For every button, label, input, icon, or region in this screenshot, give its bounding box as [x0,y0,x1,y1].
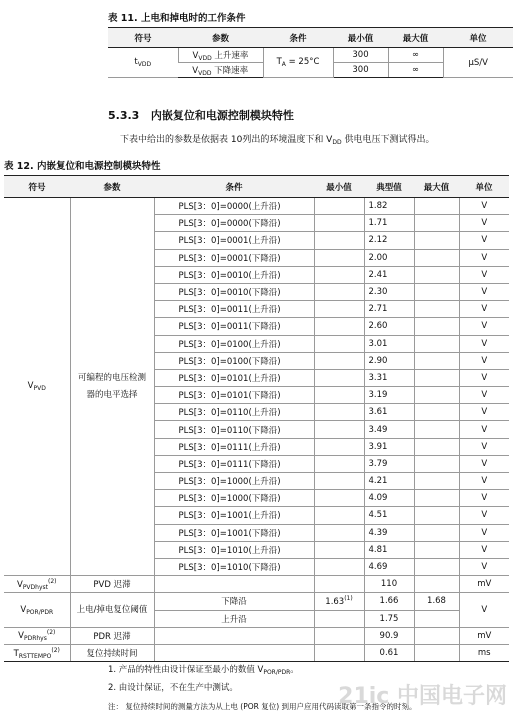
cond-cell: PLS[3：0]=0101(上升沿) [154,369,314,386]
cond-cell: PLS[3：0]=0100(上升沿) [154,335,314,352]
cond-cell: PLS[3：0]=1001(下降沿) [154,524,314,541]
col-min: 最小值 [333,28,388,48]
max-cell [414,576,459,593]
param-cell: 复位持续时间 [70,644,154,661]
min-cell: 300 [333,63,388,78]
typ-cell: 3.49 [364,421,414,438]
typ-cell: 0.61 [364,644,414,661]
max-cell [414,249,459,266]
table-11-header [108,28,513,48]
cond-cell: PLS[3：0]=0101(下降沿) [154,387,314,404]
unit-cell: V [459,558,509,575]
typ-cell: 2.60 [364,318,414,335]
unit-cell: V [459,369,509,386]
min-cell [314,198,364,215]
min-cell [314,266,364,283]
param-cell: $V_{VDD}$ 下降速率 [178,63,263,78]
cond-cell: PLS[3：0]=1010(下降沿) [154,558,314,575]
max-cell [414,387,459,404]
col-min: 最小值 [314,176,364,198]
section-title: 内嵌复位和电源控制模块特性 [150,109,294,122]
typ-cell: 1.66 [364,593,414,610]
max-cell [414,215,459,232]
col-unit: 单位 [443,28,513,48]
min-cell [314,438,364,455]
unit-cell: mV [459,576,509,593]
max-cell [414,627,459,644]
table-row [4,644,509,661]
max-cell: 1.68 [414,593,459,610]
col-max: 最大值 [414,176,459,198]
param-cell: $V_{VDD}$ 上升速率 [178,48,263,63]
symbol-cell: $V_{POR/PDR}$ [4,593,70,627]
cond-cell: PLS[3：0]=0001(下降沿) [154,249,314,266]
unit-cell: V [459,507,509,524]
cond-cell [154,644,314,661]
table-12-caption: 表 12. 内嵌复位和电源控制模块特性 [4,161,161,172]
col-param: 参数 [178,28,263,48]
symbol-cell: $V_{PDRhys}^{(2)}$ [4,627,70,644]
min-cell [314,352,364,369]
unit-cell: mV [459,627,509,644]
min-cell [314,507,364,524]
table-11 [108,27,513,78]
max-cell [414,558,459,575]
cond-cell: PLS[3：0]=0011(下降沿) [154,318,314,335]
cond-cell [154,576,314,593]
min-cell [314,627,364,644]
unit-cell: V [459,198,509,215]
max-cell [414,283,459,300]
typ-cell: 3.61 [364,404,414,421]
table-11-caption: 表 11. 上电和掉电时的工作条件 [108,13,246,24]
param-cell: 可编程的电压检测器的电平选择 [70,198,154,576]
param-cell: 上电/掉电复位阈值 [70,593,154,627]
min-cell [314,369,364,386]
min-cell: 300 [333,48,388,63]
typ-cell: 2.12 [364,232,414,249]
max-cell [414,421,459,438]
max-cell [414,404,459,421]
col-symbol: 符号 [4,176,70,198]
min-cell [314,421,364,438]
section-paragraph: 下表中给出的参数是依据表 10列出的环境温度下和 $V_{DD}$ 供电电压下测试得出。 [120,135,435,146]
unit-cell: V [459,490,509,507]
cond-cell: PLS[3：0]=0111(下降沿) [154,455,314,472]
unit-cell: V [459,421,509,438]
max-cell [414,369,459,386]
unit-cell: V [459,404,509,421]
unit-cell: V [459,387,509,404]
max-cell [414,318,459,335]
cond-cell: PLS[3：0]=0100(下降沿) [154,352,314,369]
typ-cell: 2.00 [364,249,414,266]
cond-cell: PLS[3：0]=0010(下降沿) [154,283,314,300]
unit-cell: V [459,524,509,541]
cond-cell: PLS[3：0]=0000(上升沿) [154,198,314,215]
min-cell [314,249,364,266]
table-12 [4,175,509,662]
typ-cell: 3.79 [364,455,414,472]
min-cell [314,215,364,232]
min-cell [314,524,364,541]
min-cell [314,404,364,421]
table-12-header [4,176,509,198]
max-cell [414,301,459,318]
symbol-cell: $T_{RSTTEMPO}^{(2)}$ [4,644,70,661]
cond-cell: PLS[3：0]=0110(上升沿) [154,404,314,421]
table-row [4,593,509,610]
typ-cell: 2.90 [364,352,414,369]
unit-cell: V [459,541,509,558]
unit-cell: V [459,249,509,266]
min-cell [314,301,364,318]
typ-cell: 1.82 [364,198,414,215]
cond-cell: PLS[3：0]=1000(上升沿) [154,473,314,490]
min-cell [314,576,364,593]
min-cell [314,541,364,558]
typ-cell: 4.69 [364,558,414,575]
unit-cell: V [459,352,509,369]
max-cell [414,490,459,507]
param-cell: PDR 迟滞 [70,627,154,644]
max-cell [414,610,459,627]
typ-cell: 4.51 [364,507,414,524]
cond-cell: PLS[3：0]=1001(上升沿) [154,507,314,524]
min-cell [314,644,364,661]
cond-cell [154,627,314,644]
symbol-cell: $V_{PVDhyst}^{(2)}$ [4,576,70,593]
cond-cell: $T_A = 25^\circ C$ [263,48,333,78]
min-cell [314,318,364,335]
cond-cell: PLS[3：0]=0010(上升沿) [154,266,314,283]
typ-cell: 4.09 [364,490,414,507]
unit-cell: V [459,301,509,318]
min-cell [314,610,364,627]
max-cell [414,335,459,352]
note-2: 2. 由设计保证，不在生产中测试。 [108,683,238,693]
section-number: 5.3.3 [108,109,140,122]
cond-cell: PLS[3：0]=0001(上升沿) [154,232,314,249]
param-cell: PVD 迟滞 [70,576,154,593]
cond-cell: 下降沿 [154,593,314,610]
unit-cell: V [459,438,509,455]
symbol-cell: $t_{VDD}$ [108,48,178,78]
table-row [4,627,509,644]
min-cell [314,387,364,404]
min-cell: 1.63$^{(1)}$ [314,593,364,610]
max-cell [414,438,459,455]
max-cell [414,473,459,490]
max-cell [414,198,459,215]
cond-cell: PLS[3：0]=0000(下降沿) [154,215,314,232]
max-cell [414,266,459,283]
col-unit: 单位 [459,176,509,198]
typ-cell: 4.39 [364,524,414,541]
watermark-logo: 21ic 中国电子网 [338,684,507,709]
typ-cell: 1.71 [364,215,414,232]
cond-cell: PLS[3：0]=1000(下降沿) [154,490,314,507]
unit-cell: V [459,455,509,472]
typ-cell: 3.19 [364,387,414,404]
max-cell: ∞ [388,48,443,63]
unit-cell: V [459,266,509,283]
typ-cell: 2.71 [364,301,414,318]
col-max: 最大值 [388,28,443,48]
cond-cell: 上升沿 [154,610,314,627]
min-cell [314,490,364,507]
unit-cell: V [459,335,509,352]
unit-cell: V [459,215,509,232]
col-symbol: 符号 [108,28,178,48]
unit-cell: V [459,473,509,490]
cond-cell: PLS[3：0]=1010(上升沿) [154,541,314,558]
typ-cell: 3.01 [364,335,414,352]
min-cell [314,473,364,490]
typ-cell: 110 [364,576,414,593]
min-cell [314,232,364,249]
col-typ: 典型值 [364,176,414,198]
typ-cell: 90.9 [364,627,414,644]
min-cell [314,455,364,472]
col-cond: 条件 [154,176,314,198]
typ-cell: 4.21 [364,473,414,490]
col-param: 参数 [70,176,154,198]
typ-cell: 3.31 [364,369,414,386]
max-cell [414,524,459,541]
max-cell [414,644,459,661]
min-cell [314,558,364,575]
unit-cell: µS/V [443,48,513,78]
max-cell [414,455,459,472]
note-3: 注： 复位持续时间的测量方法为从上电 (POR 复位) 到用户应用代码读取第一条指令的时刻。 [108,702,417,711]
typ-cell: 4.81 [364,541,414,558]
table-row [108,48,513,63]
max-cell [414,507,459,524]
cond-cell: PLS[3：0]=0011(上升沿) [154,301,314,318]
symbol-cell: $V_{PVD}$ [4,198,70,576]
unit-cell: ms [459,644,509,661]
unit-cell: V [459,318,509,335]
table-row [4,198,509,215]
max-cell [414,232,459,249]
min-cell [314,335,364,352]
typ-cell: 2.41 [364,266,414,283]
max-cell: ∞ [388,63,443,78]
note-1: 1. 产品的特性由设计保证至最小的数值 $V_{POR/PDR}$。 [108,665,299,676]
typ-cell: 2.30 [364,283,414,300]
col-cond: 条件 [263,28,333,48]
max-cell [414,352,459,369]
cond-cell: PLS[3：0]=0111(上升沿) [154,438,314,455]
table-row [4,576,509,593]
unit-cell: V [459,593,509,627]
typ-cell: 1.75 [364,610,414,627]
max-cell [414,541,459,558]
min-cell [314,283,364,300]
unit-cell: V [459,232,509,249]
typ-cell: 3.91 [364,438,414,455]
unit-cell: V [459,283,509,300]
section-heading [108,107,294,123]
cond-cell: PLS[3：0]=0110(下降沿) [154,421,314,438]
